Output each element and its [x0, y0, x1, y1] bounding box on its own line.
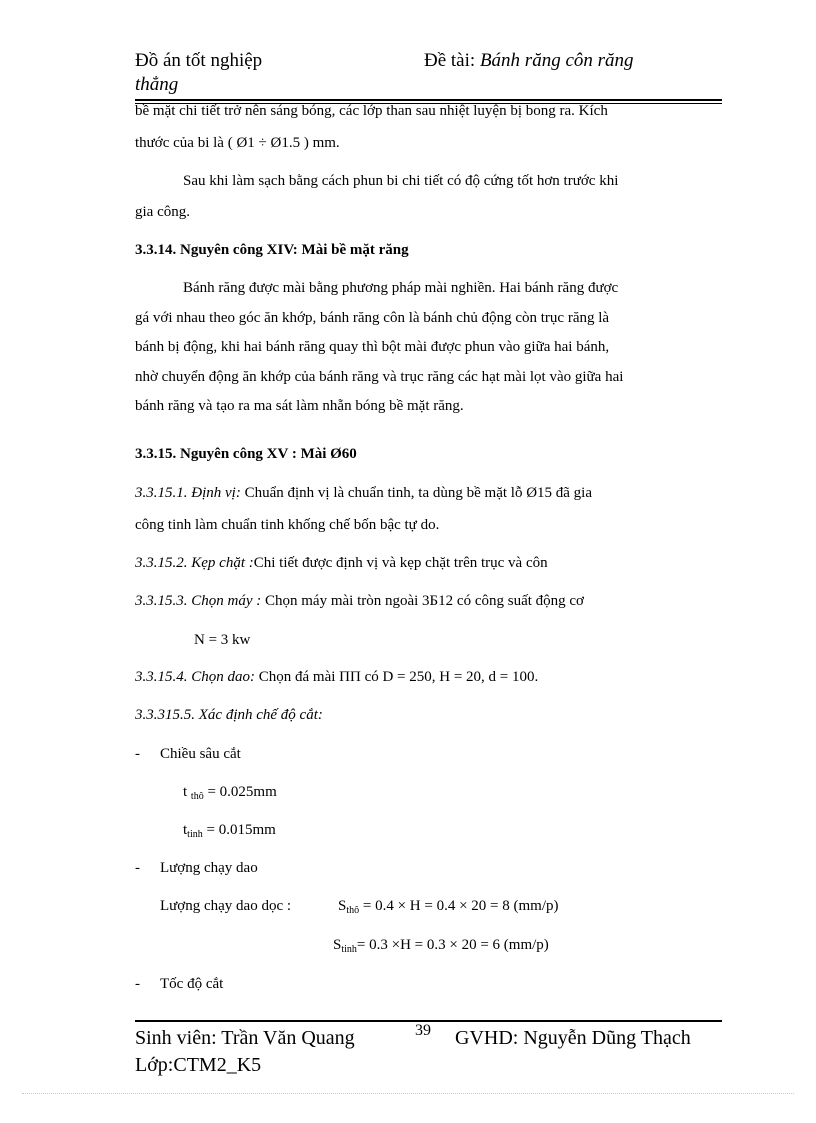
subsection-text: Chuẩn định vị là chuẩn tinh, ta dùng bề mặt lỗ Ø15 đã gia: [240, 485, 593, 501]
subsection-text: Chọn máy mài tròn ngoài 3Б12 có công suất động cơ: [261, 593, 584, 609]
s-symbol: S: [338, 898, 347, 914]
longitudinal-feed-label: Lượng chạy dao dọc :: [160, 898, 292, 914]
depth-of-cut-title: Chiều sâu cắt: [160, 746, 241, 762]
subsection-3-3-15-1-line-2: công tinh làm chuẩn tinh khống chế bốn bậc tự do.: [135, 517, 440, 533]
page-edge-dotted-line: [22, 1093, 794, 1094]
paragraph-3-line-2: gá với nhau theo góc ăn khớp, bánh răng côn là bánh chủ động còn trục răng là: [135, 310, 610, 326]
paragraph-1-line-1: bề mặt chi tiết trở nên sáng bóng, các lớp than sau nhiệt luyện bị bong ra. Kích: [135, 103, 608, 119]
header-topic: Bánh răng côn răng: [479, 50, 634, 71]
list-dash-depth: -: [135, 746, 140, 762]
paragraph-1-line-2: thước của bi là ( Ø1 ÷ Ø1.5 ) mm.: [135, 135, 340, 151]
paragraph-3-line-1: Bánh răng được mài bằng phương pháp mài nghiền. Hai bánh răng được: [183, 280, 619, 296]
feed-title: Lượng chạy dao: [160, 860, 258, 876]
t-finish-value: = 0.015mm: [202, 822, 276, 838]
t-symbol: t: [183, 784, 188, 800]
footer-student: Sinh viên: Trần Văn Quang: [135, 1027, 355, 1049]
t-rough-value: = 0.025mm: [203, 784, 277, 800]
s-symbol: S: [333, 937, 342, 953]
s-finish-value: = 0.3 ×H = 0.3 × 20 = 6 (mm/p): [356, 937, 549, 953]
feed-finish-formula: [333, 937, 549, 954]
depth-finish-formula: [183, 822, 276, 839]
paragraph-3-line-5: bánh răng và tạo ra ma sát làm nhẵn bóng bề mặt răng.: [135, 398, 464, 414]
subsection-label: 3.3.15.4. Chọn dao:: [135, 669, 255, 685]
paragraph-3-line-3: bánh bị động, khi hai bánh răng quay thì bột mài được phun vào giữa hai bánh,: [135, 339, 610, 355]
paragraph-3-line-4: nhờ chuyển động ăn khớp của bánh răng và trục răng các hạt mài lọt vào giữa hai: [135, 369, 624, 385]
header-rule-top: [135, 99, 722, 101]
cutting-speed-title: Tốc độ cắt: [160, 976, 224, 992]
subsection-label: 3.3.15.2. Kẹp chặt :: [135, 555, 254, 571]
feed-rough-formula: [338, 898, 559, 915]
motor-power: N = 3 kw: [194, 632, 251, 648]
t-symbol: t: [183, 822, 188, 838]
subsection-3-3-15-5: 3.3.315.5. Xác định chế độ cắt:: [135, 707, 323, 723]
finish-subscript: tinh: [341, 944, 357, 955]
section-heading-3-3-14: 3.3.14. Nguyên công XIV: Mài bề mặt răng: [135, 242, 409, 258]
rough-subscript: thô: [190, 791, 204, 802]
subsection-label: 3.3.15.3. Chọn máy :: [135, 593, 262, 609]
subsection-3-3-15-4: [135, 669, 538, 686]
list-dash-feed: -: [135, 860, 140, 876]
header-topic-continued: thẳng: [135, 74, 179, 95]
paragraph-2-line-1: Sau khi làm sạch bằng cách phun bi chi tiết có độ cứng tốt hơn trước khi: [183, 173, 619, 189]
section-heading-3-3-15: 3.3.15. Nguyên công XV : Mài Ø60: [135, 446, 357, 462]
footer-advisor: GVHD: Nguyễn Dũng Thạch: [455, 1027, 691, 1049]
subsection-3-3-15-2: [135, 555, 548, 572]
footer-class: Lớp:CTM2_K5: [135, 1054, 262, 1076]
header-left: Đồ án tốt nghiệp: [135, 50, 263, 71]
s-rough-value: = 0.4 × H = 0.4 × 20 = 8 (mm/p): [359, 898, 559, 914]
paragraph-2-line-2: gia công.: [135, 204, 190, 220]
subsection-text: Chọn đá mài ПП có D = 250, H = 20, d = 100.: [255, 669, 539, 685]
depth-rough-formula: [183, 784, 277, 801]
subsection-3-3-15-1: [135, 485, 592, 502]
header-topic-prefix: Đề tài:: [424, 50, 480, 71]
rough-subscript: thô: [346, 905, 360, 916]
finish-subscript: tinh: [187, 829, 203, 840]
subsection-text: Chi tiết được định vị và kẹp chặt trên trục và côn: [253, 555, 548, 571]
list-dash-speed: -: [135, 976, 140, 992]
page-number: 39: [415, 1022, 431, 1039]
subsection-label: 3.3.15.1. Định vị:: [135, 485, 241, 501]
subsection-3-3-15-3: [135, 593, 584, 610]
header-right: [424, 50, 634, 72]
